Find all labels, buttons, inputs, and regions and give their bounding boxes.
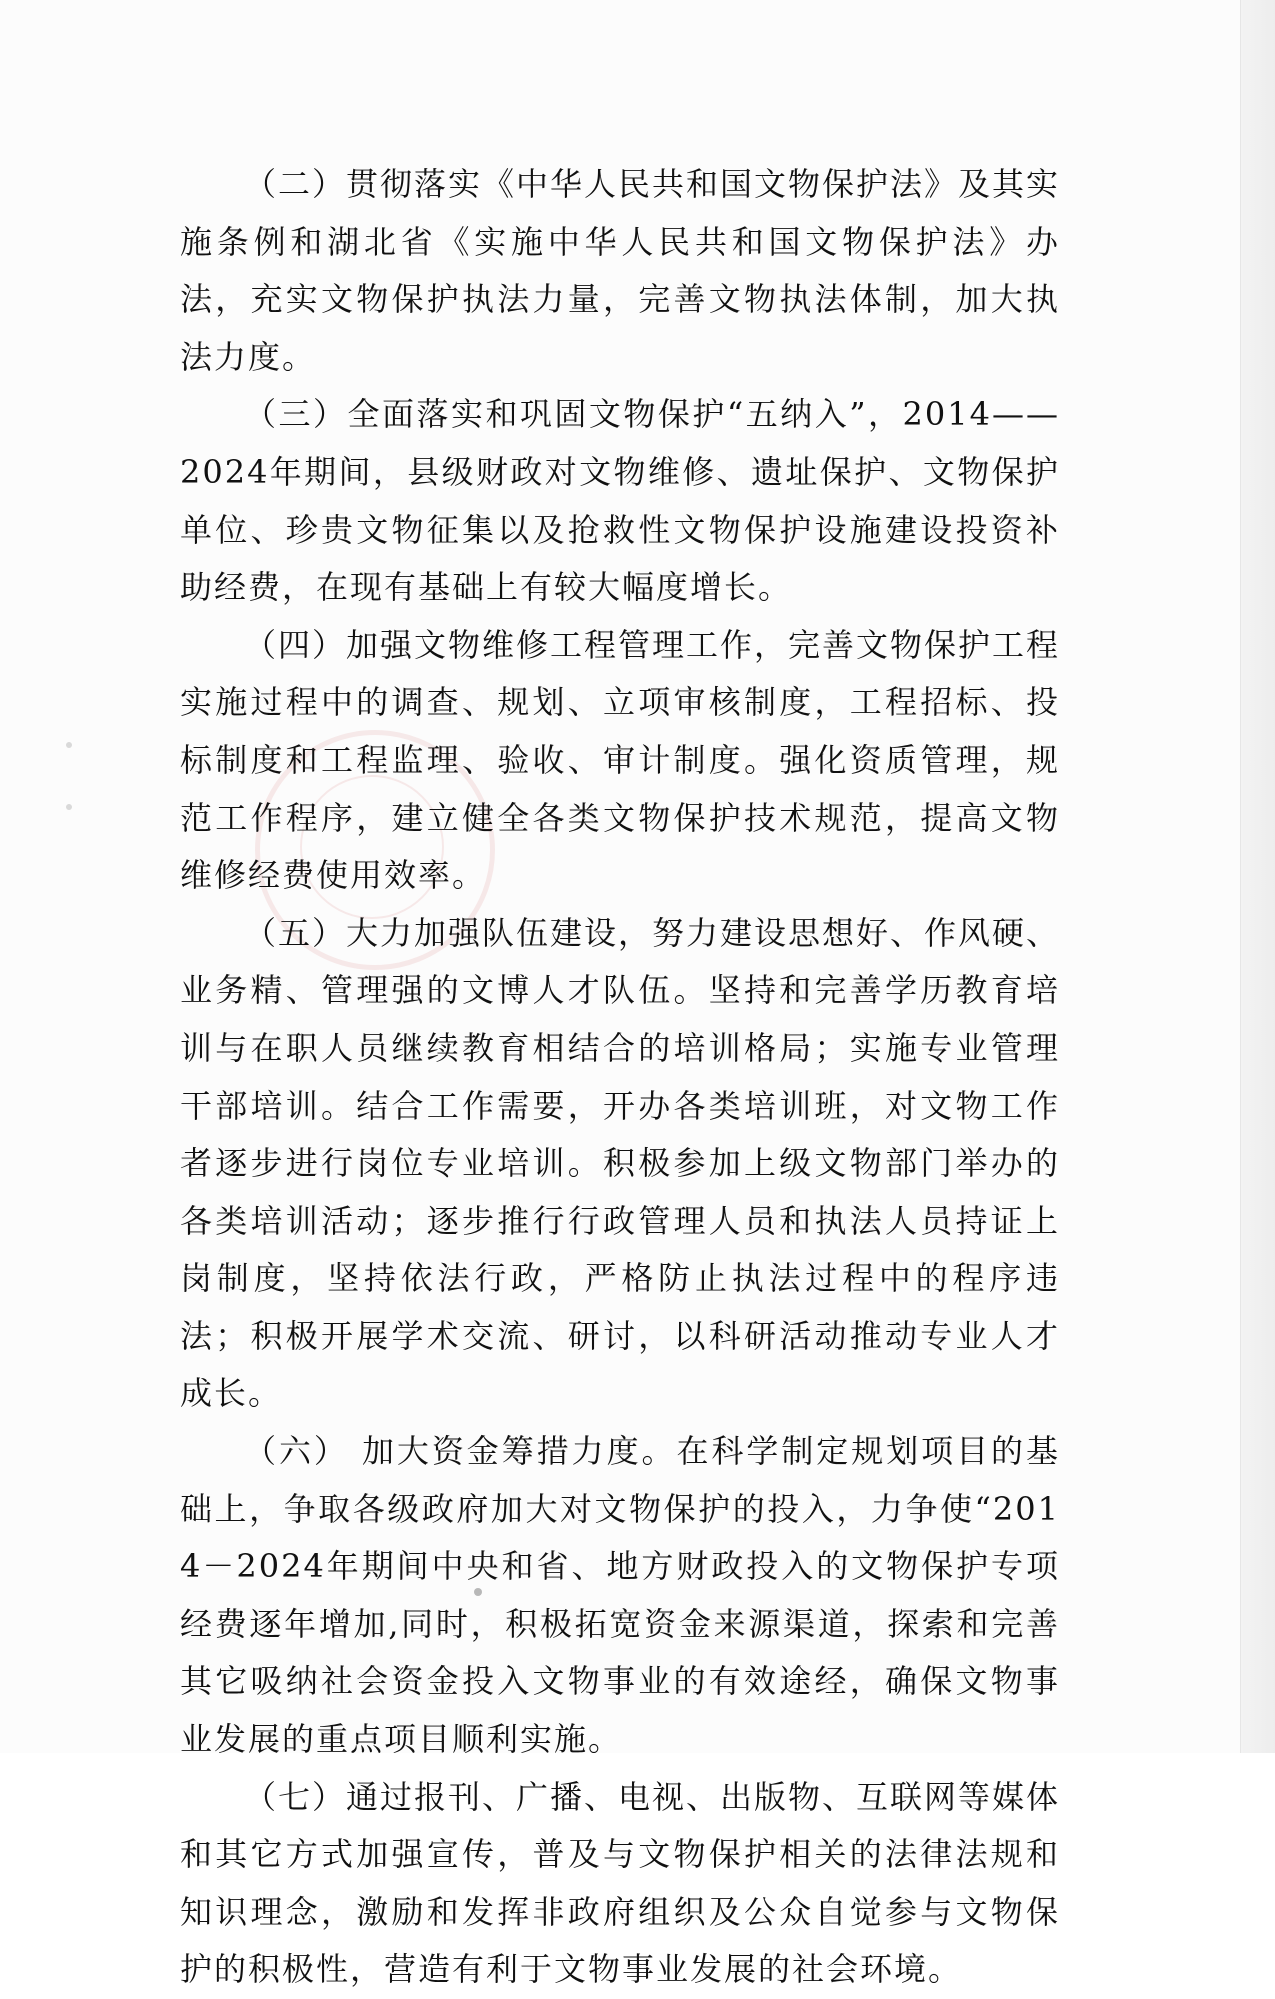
punch-mark bbox=[66, 804, 72, 810]
paragraph-3: （三）全面落实和巩固文物保护“五纳入”，2014——2024年期间，县级财政对文物维修、遗址保护、文物保护单位、珍贵文物征集以及抢救性文物保护设施建设投资补助经费，在现有基础上有较大幅度增长。 bbox=[180, 395, 1060, 607]
paragraph-7: （七）通过报刊、广播、电视、出版物、互联网等媒体和其它方式加强宣传，普及与文物保护相关的法律法规和知识理念，激励和发挥非政府组织及公众自觉参与文物保护的积极性，营造有利于文物事业发展的社会环境。 bbox=[180, 1777, 1061, 1989]
paragraph-6: （六） 加大资金筹措力度。在科学制定规划项目的基础上，争取各级政府加大对文物保护的投入，力争使“2014－2024年期间中央和省、地方财政投入的文物保护专项经费逐年增加,同时，积极拓宽资金来源渠道，探索和完善其它吸纳社会资金投入文物事业的有效途经，确保文物事业发展的重点项目顺利实施。 bbox=[180, 1432, 1060, 1759]
paragraph-5: （五）大力加强队伍建设，努力建设思想好、作风硬、业务精、管理强的文博人才队伍。坚持和完善学历教育培训与在职人员继续教育相结合的培训格局；实施专业管理干部培训。结合工作需要，开办各类培训班，对文物工作者逐步进行岗位专业培训。积极参加上级文物部门举办的各类培训活动；逐步推行行政管理人员和执法人员持证上岗制度，坚持依法行政，严格防止执法过程中的程序违法；积极开展学术交流、研讨，以科研活动推动专业人才成长。 bbox=[180, 913, 1061, 1413]
paragraph-2: （二）贯彻落实《中华人民共和国文物保护法》及其实施条例和湖北省《实施中华人民共和国文物保护法》办法，充实文物保护执法力量，完善文物执法体制，加大执法力度。 bbox=[180, 165, 1061, 376]
page-edge bbox=[1240, 0, 1275, 1753]
document-body bbox=[180, 156, 1060, 1999]
punch-mark bbox=[66, 742, 72, 748]
page-dot bbox=[474, 1588, 482, 1596]
paragraph-4: （四）加强文物维修工程管理工作，完善文物保护工程实施过程中的调查、规划、立项审核制度，工程招标、投标制度和工程监理、验收、审计制度。强化资质管理，规范工作程序，建立健全各类文物保护技术规范，提高文物维修经费使用效率。 bbox=[180, 625, 1061, 895]
